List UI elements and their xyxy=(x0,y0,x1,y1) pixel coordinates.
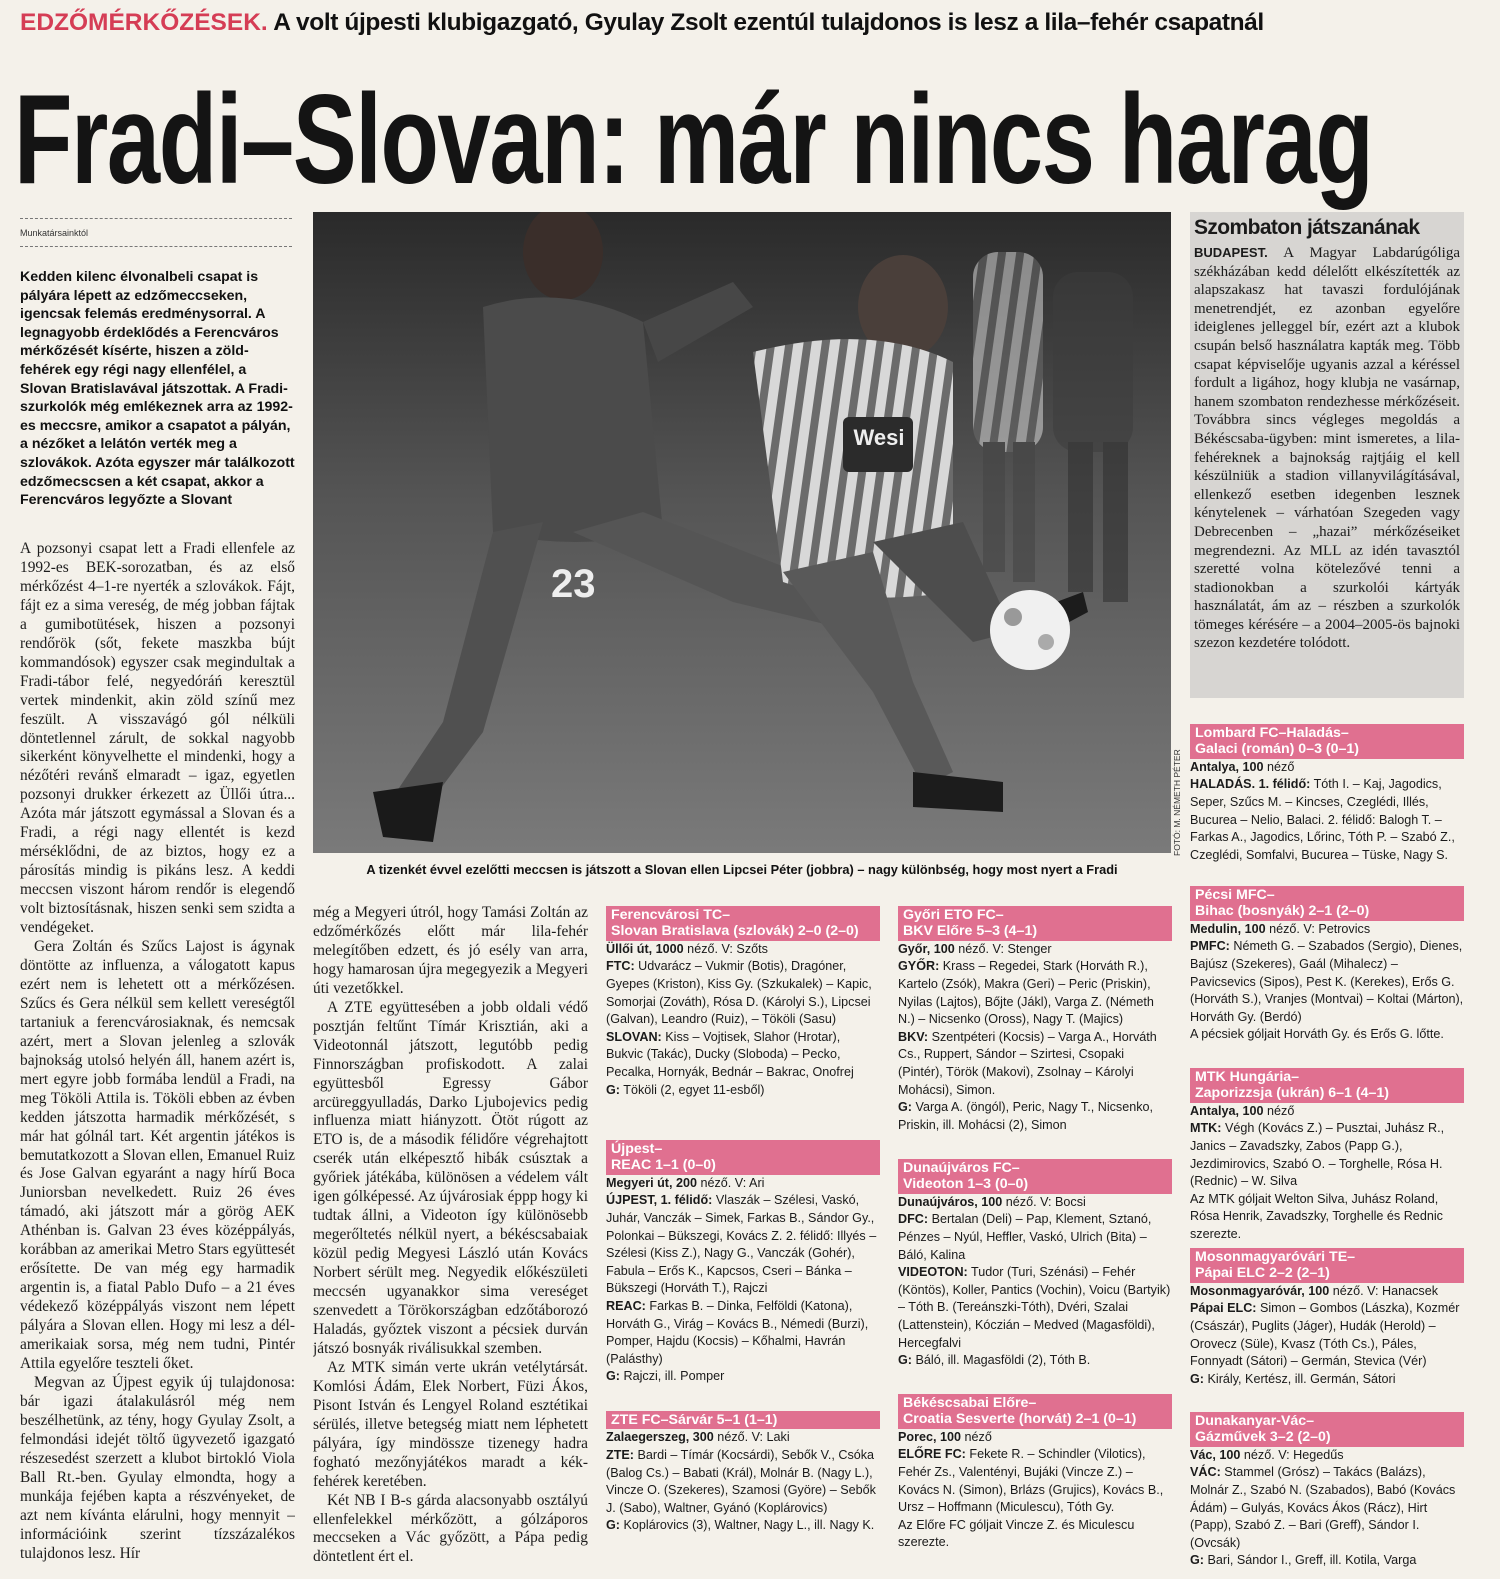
match-score: Slovan Bratislava (szlovák) 2–0 (2–0) xyxy=(611,923,859,940)
match-score: Croatia Sesverte (horvát) 2–1 (0–1) xyxy=(903,1411,1137,1428)
match-header xyxy=(1190,1412,1464,1447)
match-teams: Újpest– xyxy=(611,1141,663,1157)
match-teams: Békéscsabai Előre– xyxy=(903,1395,1037,1411)
match-vac-gazmuvek xyxy=(1190,1412,1464,1570)
match-score: Zaporizzsja (ukrán) 6–1 (4–1) xyxy=(1195,1085,1389,1102)
match-header xyxy=(606,1411,880,1429)
match-teams: Dunaújváros FC– xyxy=(903,1160,1020,1176)
lineup: ÚJPEST, 1. félidő: Vlaszák – Szélesi, Vaskó, Juhár, Vanczák – Simek, Farkas B., Sándor Gy., Polonkai – Bükszegi, Kovács Z. 2. félidő: Illyés – Szélesi (Kiss Z.), Nagy G., Vanczák (Gohér), Fabula – Erős K., Kapcsos, Cseri – Bánka – Bükszegi (Horváth T.), Rajczi xyxy=(606,1193,877,1296)
lineup: ZTE: Bardi – Tímár (Kocsárdi), Sebők V., Csóka (Balog Cs.) – Babati (Král), Molnár B. (Nagy L.), Vincze O. (Szekeres), Szamosi (Györe) – Sebők J. (Sabo), Waltner, Gyánó (Koplárovics) xyxy=(606,1448,876,1515)
match-score: Galaci (román) 0–3 (0–1) xyxy=(1195,741,1360,758)
sponsor-logo: Wesi xyxy=(853,425,905,450)
paragraph: A pozsonyi csapat lett a Fradi ellenfele az 1992-es BEK-sorozatban, és az első mérkőzést 4–1-re nyerték a szlovákok. Fájt, fájt ez a sima vereség, de még jobban fájtak a gumibotütések, hiszen a pozsonyi rendőrök (sőt, fekete maszkba bújt kommandósok) egyszer csak megindultak a Fradi-tábor felé, negyedóráń keresztül vertek mindenkit, akin zöld színű mez feszült. A visszavágó gól nélküli döntetlennel zárult, de sokkal nagyobb sikerként könyvelhette el mindenki, hogy a nézőtéri revánš elmaradt – igaz, egyetlen pozsonyi drukker érkezett az Üllői útra... Azóta már játszott egymással a Slovan és a Fradi, a régi nagy ellentét is kezd mérséklődni, de az biztos, hogy ez a párosítás mindig is pikáns lesz. A keddi meccsen viszont három rendőr is elegendő volt biztosításnak, hiszen senki sem szidta a vendégeket. xyxy=(20,540,295,937)
match-teams: ZTE FC–Sárvár 5–1 (1–1) xyxy=(611,1412,778,1428)
paragraph: A ZTE együttesében a jobb oldali védő posztján feltűnt Tímár Krisztián, aki a Videotonnál játszott, legutóbb pedig Finnországban profiskodott. A zalai együttesből Egressy Gábor arcüreggyulladás, Darko Ljubojevics pedig influenza miatt hiányzott. Ötöt rúgott az ETO is, de a második félidőre végrehajtott cserék után elképesztő hibák csúsztak a győriek játékába, különösen a védelem vált igen gólképessé. Az újvárosiak éppp hogy ki tudtak állni, a Videoton így különösebb megerőltetés nélkül nyert, a békéscsabaiak közül pedig Megyesi László után Kovács Norbert sérült meg. Negyedik előkészületi meccsén ugyanakkor sima vereséget szenvedett a Törökországban edzőtáborozó Haladás, győztek viszont a pécsiek durván játszó bosnyák riválisukkal szemben. xyxy=(313,998,588,1357)
paragraph: Megvan az Újpest egyik új tulajdonosa: bár igazi átalakulásról még nem beszélhetünk, az tény, hogy Gyulay Zsolt, a felmondási idejét töltő ügyvezető igazgató részesedést szerzett a klubot birtokló Viola Ball Rt.-ben. Gyulay elmondta, hogy a munkája fejében kapta a részvényeket, de azt nem kívánta elárulni, hogy mennyit – információink szerint tízszázalékos tulajdonos lesz. Hír xyxy=(20,1373,295,1562)
sidebar-box xyxy=(1190,212,1464,698)
goals-note: A pécsiek góljait Horváth Gy. és Erős G. lőtte. xyxy=(1190,1027,1444,1042)
lineup: VIDEOTON: Tudor (Turi, Szénási) – Fehér (Köntös), Koller, Pantics (Vochin), Voicu (Bartyik) – Tóth B. (Tereánszki-Tóth), Dvéri, Szalai (Lattenstein), Kóczián – Medved (Magasföldi), Hercegfalvi xyxy=(898,1265,1171,1350)
match-haladas-galaci xyxy=(1190,724,1464,864)
paragraph: Az MTK simán verte ukrán vetélytársát. Komlósi Ádám, Elek Norbert, Füzi Ákos, Pisont István és Lengyel Roland esztétikai sérülés, illetve betegség miatt nem léphetett pályára, így mindössze tizenegy hadra fogható mezőnyjátékos maradt a kék-fehérek keretében. xyxy=(313,1358,588,1490)
match-venue: Antalya, 100 néző xyxy=(1190,759,1295,774)
match-header xyxy=(898,1394,1172,1429)
lineup: MTK: Végh (Kovács Z.) – Pusztai, Juhász R., Janics – Zavadszky, Zabos (Papp G.), Jezdimirovics, Szabó O. – Torghelle, Rósa H. (Rednic) – W. Silva xyxy=(1190,1121,1445,1189)
divider xyxy=(20,246,292,247)
match-teams: Dunakanyar-Vác– xyxy=(1195,1413,1315,1429)
goals: G: Varga A. (öngól), Peric, Nagy T., Nicsenko, Priskin, ill. Mohácsi (2), Simon xyxy=(898,1100,1154,1132)
match-venue: Üllői út, 1000 néző. V: Szőts xyxy=(606,941,768,956)
match-venue: Zalaegerszeg, 300 néző. V: Laki xyxy=(606,1430,790,1445)
match-ftc-slovan xyxy=(606,906,880,1099)
match-venue: Dunaújváros, 100 néző. V: Bocsi xyxy=(898,1194,1086,1209)
divider xyxy=(20,218,292,219)
match-teams: Mosonmagyaróvári TE– xyxy=(1195,1249,1356,1265)
kicker-text: A volt újpesti klubigazgató, Gyulay Zsolt ezentúl tulajdonos is lesz a lila–fehér csapatnál xyxy=(273,9,1264,36)
match-pecs-bihac xyxy=(1190,886,1464,1044)
match-venue: Medulin, 100 néző. V: Petrovics xyxy=(1190,921,1371,936)
lineup: FTC: Udvarácz – Vukmir (Botis), Dragóner, Gyepes (Kriston), Kiss Gy. (Szkukalek) – Kapic, Somorjai (Zováth), Rósa D. (Károlyi S.), Lipcsei (Galvan), Leandro (Ruiz), – Tököli (Sasu) xyxy=(606,959,872,1027)
match-header xyxy=(606,1140,880,1175)
paragraph: Gera Zoltán és Szűcs Lajost is ágynak döntötte az influenza, a válogatott kapus ezért nem is lehetett ott a mérkőzésen. Szűcs és Gera nélkül sem kellett vereségtől tartaniuk a ferencvárosiaknak, és nemcsak azért, mert a Slovan jelenleg a szlovák bajnokság utolsó helyén áll, hanem azért is, mert egyre jobb formába lendül a Fradi, na meg Tököli Attila is. Tököli ebben az évben kedden játszotta harmadik mérkőzését, s már hat gólnál tart. Két argentin játékos is bemutatkozott a Slovan ellen, Emanuel Ruiz és Jose Galvan egyaránt a nagy hírű Boca Juniorsban nevelkedett. Ruiz 26 éves támadó, aki játszott már a görög AEK Athénban is. Galvan 23 éves középpályás, korábban az amerikai Metro Stars együttesét erősítette. De van még egy harmadik argentin is, a fiatal Pablo Dufo – a 21 éves védekező középpályás viszont nem lépett pályára a Slovan ellen. Hogy mi lesz a dél-amerikaiak sorsa, még nem tudni, Pintér Attila egyelőre teszteli őket. xyxy=(20,938,295,1372)
goals: G: Tököli (2, egyet 11-esből) xyxy=(606,1082,765,1097)
match-venue: Mosonmagyaróvár, 100 néző. V: Hanacsek xyxy=(1190,1283,1439,1298)
match-mtk-zaporizzsja xyxy=(1190,1068,1464,1244)
lineup: GYŐR: Krass – Regedei, Stark (Horváth R.), Kartelo (Zsók), Makra (Geri) – Peric (Priskin), Nyilas (Lajtos), Bőjte (Jákl), Varga Z. (Németh N.) – Nicsenko (Oross), Nagy T. (Majics) xyxy=(898,959,1154,1027)
match-mosonmagyarovar-papa xyxy=(1190,1248,1464,1388)
match-venue: Győr, 100 néző. V: Stenger xyxy=(898,941,1052,956)
match-teams: Lombard FC–Haladás– xyxy=(1195,725,1349,741)
sidebar-body xyxy=(1190,240,1464,653)
lineup: DFC: Bertalan (Deli) – Pap, Klement, Sztanó, Pénzes – Nyúl, Heffler, Vaskó, Ulrich (Bita) – Báló, Kalina xyxy=(898,1212,1152,1262)
match-zte-sarvar xyxy=(606,1411,880,1535)
lineup: REAC: Farkas B. – Dinka, Felföldi (Katona), Horváth G., Virág – Kovács B., Némedi (Burzi), Pomper, Hajdu (Kocsis) – Kőhalmi, Havrán (Palásthy) xyxy=(606,1298,869,1366)
jersey-number: 23 xyxy=(551,562,596,606)
goals: G: Rajczi, ill. Pomper xyxy=(606,1369,725,1384)
section-label: EDZŐMÉRKŐZÉSEK. xyxy=(20,9,268,36)
paragraph: Két NB I B-s gárda alacsonyabb osztályú ellenfelekkel mérkőzött, a gólzáporos meccseken a Vác győzött, a Pápa pedig döntetlent ért el. xyxy=(313,1491,588,1566)
goals: G: Koplárovics (3), Waltner, Nagy L., ill. Nagy K. xyxy=(606,1518,875,1533)
football xyxy=(990,590,1070,670)
article-body-column-2 xyxy=(313,904,588,1574)
lineup: PMFC: Németh G. – Szabados (Sergio), Dienes, Bajúsz (Szekeres), Gaál (Mihalecz) – Pavicsevics (Sipos), Pest K. (Kerekes), Erős G. (Horváth S.), Vranjes (Montvai) – Koltai (Márton), Horváth Gy. (Berdó) xyxy=(1190,939,1464,1024)
match-eto-bkv xyxy=(898,906,1172,1134)
goals-note: Az MTK góljait Welton Silva, Juhász Roland, Rósa Henrik, Zavadszky, Torghelle és Rednic szerezte. xyxy=(1190,1191,1443,1241)
lead-paragraph: Kedden kilenc élvonalbeli csapat is pályára lépett az edzőmeccseken, igencsak felemás eredménysorral. A legnagyobb érdeklődés a Ferencváros mérkőzését kísérte, hiszen a zöld-fehérek egy régi nagy ellenfélel, a Slovan Bratislavával játszottak. A Fradi-szurkolók még emlékeznek arra az 1992-es meccsre, amikor a csapatot a pályán, a nézőket a lelátón verték meg a szlovákok. Azóta egyszer már találkozott edzőmecscsen a két csapat, akkor a Ferencváros legyőzte a Slovant xyxy=(20,269,295,509)
match-score: REAC 1–1 (0–0) xyxy=(611,1157,716,1174)
match-teams: Ferencvárosi TC– xyxy=(611,907,731,923)
lineup: BKV: Szentpéteri (Kocsis) – Varga A., Horváth Cs., Ruppert, Sándor – Szirtesi, Csopaki (Pintér), Török (Makovi), Zsolnay – Károlyi Mohácsi), Simon. xyxy=(898,1029,1157,1097)
match-header xyxy=(898,1159,1172,1194)
sidebar-dateline: BUDAPEST. xyxy=(1194,245,1268,260)
goals-note: Az Előre FC góljait Vincze Z. és Miculescu szerezte. xyxy=(898,1517,1135,1550)
match-header xyxy=(1190,724,1464,759)
lineup: VÁC: Stammel (Grósz) – Takács (Balázs), Molnár Z., Szabó N. (Szabados), Babó (Kovács Ádám) – Gulyás, Kovács Ákos (Rácz), Hirt (Papp), Szabó Z. – Bari (Greff), Sándor I. (Ovcsák) xyxy=(1190,1465,1456,1550)
sidebar-title: Szombaton játszanának xyxy=(1194,216,1420,239)
match-header xyxy=(1190,1248,1464,1283)
match-bekescsaba-croatia xyxy=(898,1394,1172,1552)
headline: Fradi–Slovan: már nincs harag xyxy=(14,69,1373,212)
lineup: SLOVAN: Kiss – Vojtisek, Slahor (Hrotar), Bukvic (Takác), Ducky (Sloboda) – Pecko, Pecalka, Hornyák, Bednár – Bakrac, Onofrej xyxy=(606,1029,854,1079)
lineup: Pápai ELC: Simon – Gombos (Lászka), Kozmér (Császár), Puglits (Jáger), Hudák (Herold) – Orovecz (Süle), Kvasz (Tóth Cs.), Páles, Fonnyadt (Sátori) – Germán, Stevica (Vér) xyxy=(1190,1301,1460,1369)
match-ujpest-reac xyxy=(606,1140,880,1386)
match-venue: Antalya, 100 néző xyxy=(1190,1103,1295,1118)
goals: G: Bari, Sándor I., Greff, ill. Kotila, Varga xyxy=(1190,1553,1417,1568)
match-header xyxy=(606,906,880,941)
match-header xyxy=(1190,886,1464,921)
photo-caption: A tizenkét évvel ezelőtti meccsen is játszott a Slovan ellen Lipcsei Péter (jobbra) – nagy különbség, hogy most nyert a Fradi xyxy=(366,862,1118,877)
article-body-column-1 xyxy=(20,540,295,1574)
match-photo xyxy=(313,212,1171,853)
sidebar-text: A Magyar Labdarúgóliga székházában kedd délelőtt elkészítették az alapszakasz hat tavaszi fordulójának menetrendjét, ez azonban egyelőre ideiglenes jelleggel bír, ezért azt a klubok csupán belső használatra kapták meg. Több csapat képviselője ugyanis azzal a kéréssel fordult a ligához, hogy klubja ne vasárnap, hanem szombaton rendezhesse mérkőzéseit. Továbbra sincs végleges megoldás a Békéscsaba-ügyben: mint ismeretes, a lila-fehéreknek a bajnokság rajtjáig el kell készülniük a stadion villanyvilágításával, ellenkező esetben idegenben lesznek kénytelenek – várhatóan Szegeden vagy Debrecenben – „hazai” mérkőzéseiket megrendezni. Az MLL az idén tavasztól szeretté volna kötelezővé tenni a stadionokban a szurkolói kártyák használatát, ám az – részben a szurkolók tömeges kérésére – a 2004–2005-ös bajnoki szezon kezdetére tolódott. xyxy=(1194,245,1460,652)
match-dunaujvaros-videoton xyxy=(898,1159,1172,1370)
match-teams: Pécsi MFC– xyxy=(1195,887,1275,903)
match-score: BKV Előre 5–3 (4–1) xyxy=(903,923,1038,940)
match-header xyxy=(1190,1068,1464,1103)
paragraph: még a Megyeri útról, hogy Tamási Zoltán az edzőmérkőzés előtt már lila-fehér melegítőben edzett, és jó esély van arra, hogy hamarosan újra megegyezik a Megyeri úti vezetőkkel. xyxy=(313,904,588,997)
match-score: Pápai ELC 2–2 (2–1) xyxy=(1195,1265,1330,1282)
photo-illustration xyxy=(313,212,1171,853)
goals: G: Király, Kertész, ill. Germán, Sátori xyxy=(1190,1371,1396,1386)
match-venue: Megyeri út, 200 néző. V: Ari xyxy=(606,1175,765,1190)
kicker-line xyxy=(20,6,1485,40)
match-score: Bihac (bosnyák) 2–1 (2–0) xyxy=(1195,903,1370,920)
goals: G: Báló, ill. Magasföldi (2), Tóth B. xyxy=(898,1353,1091,1368)
match-header xyxy=(898,906,1172,941)
match-score: Videoton 1–3 (0–0) xyxy=(903,1176,1029,1193)
match-venue: Porec, 100 néző xyxy=(898,1429,992,1444)
lineup: HALADÁS. 1. félidő: Tóth I. – Kaj, Jagodics, Seper, Szűcs M. – Kincses, Czeglédi, Illés, Bucurea – Nelio, Balaci. 2. félidő: Balogh T. – Farkas A., Jagodics, Lőrinc, Tóth P. – Szabó Z., Czeglédi, Somfalvi, Bucurea – Tüske, Nagy S. xyxy=(1190,777,1455,862)
match-venue: Vác, 100 néző. V: Hegedűs xyxy=(1190,1447,1344,1462)
photo-credit: FOTÓ: M. NÉMETH PÉTER xyxy=(1172,749,1182,856)
match-teams: Győri ETO FC– xyxy=(903,907,1004,923)
lineup: ELŐRE FC: Fekete R. – Schindler (Vilotics), Fehér Zs., Valentényi, Bujáki (Vincze Z.) – Kovács N. (Simon), Brlázs (Grujics), Kovács B., Ursz – Hoffmann (Miculescu), Tóth Gy. xyxy=(898,1447,1164,1515)
byline: Munkatársainktól xyxy=(20,228,89,238)
match-score: Gázművek 3–2 (2–0) xyxy=(1195,1429,1331,1446)
match-teams: MTK Hungária– xyxy=(1195,1069,1300,1085)
